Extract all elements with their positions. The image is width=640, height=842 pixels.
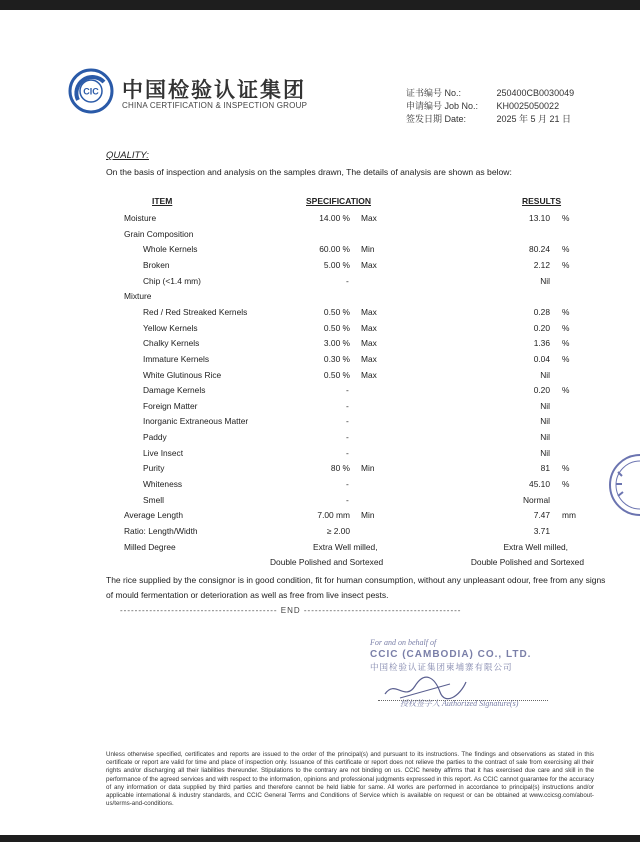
row-result: 45.10 <box>529 479 550 490</box>
table-row <box>0 495 640 510</box>
row-min-max: Min <box>361 463 375 474</box>
table-row <box>0 385 640 400</box>
table-row <box>0 526 640 541</box>
row-result: 80.24 <box>529 244 550 255</box>
row-result: Nil <box>540 275 550 286</box>
meta-label: 申请编号 Job No.: <box>406 101 479 111</box>
row-item: Grain Composition <box>124 228 194 239</box>
table-row <box>0 557 640 572</box>
row-item: Whiteness <box>143 479 183 490</box>
table-row <box>0 323 640 338</box>
table-row <box>0 307 640 322</box>
company-name-cn: 中国检验认证集团 <box>122 78 306 102</box>
authorized-signature-text: 授权签字人 Authorized Signature(s) <box>400 699 519 708</box>
row-spec: 0.50 % <box>323 306 350 317</box>
row-item: Purity <box>143 463 165 474</box>
row-spec: 0.50 % <box>323 322 350 333</box>
row-unit: % <box>562 259 570 270</box>
row-spec: Extra Well milled, <box>313 541 378 552</box>
table-row <box>0 244 640 259</box>
company-en-text: CCIC (CAMBODIA) CO., LTD. <box>370 649 532 660</box>
meta-row-no <box>406 86 574 99</box>
row-spec: 60.00 % <box>319 244 350 255</box>
row-min-max: Max <box>361 306 377 317</box>
table-row <box>0 260 640 275</box>
row-result: 3.71 <box>533 526 550 536</box>
table-row <box>0 432 640 447</box>
on-behalf-text: For and on behalf of <box>370 638 437 647</box>
column-header-results: RESULTS <box>522 196 562 206</box>
row-spec: - <box>346 400 349 411</box>
row-item: Paddy <box>143 432 167 443</box>
meta-row-job <box>406 99 574 112</box>
row-item: Inorganic Extraneous Matter <box>143 416 249 427</box>
table-row <box>0 229 640 244</box>
certificate-page <box>0 10 640 835</box>
row-unit: % <box>562 322 570 333</box>
row-min-max: Max <box>361 338 377 349</box>
row-spec: - <box>346 416 349 427</box>
row-item: Broken <box>143 259 170 270</box>
table-row <box>0 291 640 306</box>
company-name-en: CHINA CERTIFICATION & INSPECTION GROUP <box>122 101 308 110</box>
meta-label: 证书编号 No.: <box>406 88 462 98</box>
row-min-max: Max <box>361 353 377 364</box>
row-item: Chalky Kernels <box>143 338 200 349</box>
row-spec: - <box>346 479 349 490</box>
row-result: Nil <box>540 432 550 443</box>
row-unit: % <box>562 385 570 396</box>
table-row <box>0 276 640 291</box>
row-unit: % <box>562 463 570 474</box>
row-unit: % <box>562 338 570 349</box>
row-item: Immature Kernels <box>143 353 210 364</box>
row-result: 0.28 <box>533 306 550 317</box>
row-item: Live Insect <box>143 447 184 458</box>
row-spec: - <box>346 385 349 396</box>
row-min-max: Min <box>361 510 375 521</box>
row-min-max: Max <box>361 259 377 270</box>
table-row <box>0 338 640 353</box>
certificate-number: 250400CB0030049 <box>496 88 575 98</box>
row-result: Normal <box>523 494 550 505</box>
row-spec: Double Polished and Sortexed <box>270 557 384 568</box>
row-unit: % <box>562 353 570 364</box>
row-spec: 5.00 % <box>323 259 350 270</box>
row-min-max: Max <box>361 213 377 223</box>
table-row <box>0 542 640 557</box>
issue-date: 2025 年 5 月 21 日 <box>496 114 572 124</box>
row-item: Moisture <box>124 213 157 223</box>
row-item: Smell <box>143 494 164 505</box>
table-row <box>0 416 640 431</box>
row-result: Double Polished and Sortexed <box>470 557 584 568</box>
row-result: 13.10 <box>529 213 550 223</box>
row-result: 0.20 <box>533 385 550 396</box>
table-row <box>0 463 640 478</box>
row-result: 81 <box>540 463 550 474</box>
row-result: 2.12 <box>533 259 550 270</box>
end-marker: ------------------------------------------- END ------------------------------------------- <box>120 606 462 615</box>
official-stamp-icon <box>602 450 640 520</box>
row-min-max: Max <box>361 369 377 380</box>
row-item: Damage Kernels <box>143 385 206 396</box>
row-spec: 3.00 % <box>323 338 350 349</box>
row-min-max: Min <box>361 244 375 255</box>
meta-row-date <box>406 112 574 125</box>
row-item: Whole Kernels <box>143 244 198 255</box>
column-header-spec: SPECIFICATION <box>306 196 372 206</box>
row-result: Nil <box>540 400 550 411</box>
row-item: Chip (<1.4 mm) <box>143 275 201 286</box>
row-result: 7.47 <box>533 510 550 521</box>
table-row <box>0 448 640 463</box>
signature-block <box>370 638 532 708</box>
row-result: 0.04 <box>533 353 550 364</box>
table-row <box>0 401 640 416</box>
table-row <box>0 354 640 369</box>
row-unit: mm <box>562 510 576 521</box>
row-min-max: Max <box>361 322 377 333</box>
row-item: Ratio: Length/Width <box>124 526 198 536</box>
row-unit: % <box>562 213 570 223</box>
row-spec: 7.00 mm <box>317 510 350 521</box>
row-unit: % <box>562 244 570 255</box>
company-cn-text: 中国检验认证集团柬埔寨有限公司 <box>370 663 513 673</box>
row-spec: - <box>346 494 349 505</box>
row-item: Average Length <box>124 510 183 521</box>
row-result: Nil <box>540 447 550 458</box>
row-item: Milled Degree <box>124 541 176 552</box>
row-result: 0.20 <box>533 322 550 333</box>
logo-text: CIC <box>83 86 99 97</box>
row-unit: % <box>562 479 570 490</box>
meta-label: 签发日期 Date: <box>406 114 467 124</box>
row-spec: ≥ 2.00 <box>326 526 350 536</box>
row-item: Yellow Kernels <box>143 322 198 333</box>
column-header-item: ITEM <box>152 196 173 206</box>
row-unit: % <box>562 306 570 317</box>
quality-title: QUALITY: <box>106 150 149 161</box>
row-spec: 0.30 % <box>323 353 350 364</box>
row-spec: 80 % <box>330 463 350 474</box>
job-number: KH0025050022 <box>496 101 560 111</box>
ccic-logo-icon <box>68 68 114 114</box>
intro-text: On the basis of inspection and analysis on the samples drawn, The details of analysis are shown as below: <box>106 167 512 177</box>
row-result: 1.36 <box>533 338 550 349</box>
table-row <box>0 213 640 228</box>
condition-note: The rice supplied by the consignor is in good condition, fit for human consumption, without any unpleasant odour, free from any signs of mould fermentation or deterioration as well as free from live insect pests. <box>106 575 606 600</box>
row-item: White Glutinous Rice <box>143 369 222 380</box>
row-item: Red / Red Streaked Kernels <box>143 306 248 317</box>
table-row <box>0 510 640 525</box>
row-spec: 14.00 % <box>319 213 350 223</box>
row-item: Mixture <box>124 291 152 302</box>
certificate-meta <box>406 86 574 125</box>
table-row <box>0 479 640 494</box>
row-spec: - <box>346 432 349 443</box>
row-result: Nil <box>540 369 550 380</box>
row-spec: - <box>346 275 349 286</box>
row-result: Extra Well milled, <box>503 541 568 552</box>
signature-line <box>378 700 548 701</box>
row-result: Nil <box>540 416 550 427</box>
row-spec: - <box>346 447 349 458</box>
disclaimer-text: Unless otherwise specified, certificates and reports are issued to the order of the principal(s) and pursuant to its instructions. The findings and observations as stated in this certificate or report are valid for time and place of inspection only. Issuance of this certificate or report does not relieve the parties to the contract of sale from exercising all their rights and/or discharging all their liabilities thereunder. Stipulations to the contrary are not binding on us. CCIC hereby affirms that it has exercised due care and skill in the performance of the agreed services and with respect to the information, opinions and professional judgments expressed in this report. As CCIC cannot guarantee for the accuracy of any information or data supplied by third parties and therefore cannot be held liable for same. All works are performed in accordance to principal(s) instructions and/or applicable international & industry standards, and CCIC General Terms and Conditions of Service which is available on request or can be obtained at www.ccicsg.com/about-us/terms-and-conditions. <box>106 751 594 808</box>
table-row <box>0 370 640 385</box>
row-spec: 0.50 % <box>323 369 350 380</box>
row-item: Foreign Matter <box>143 400 198 411</box>
